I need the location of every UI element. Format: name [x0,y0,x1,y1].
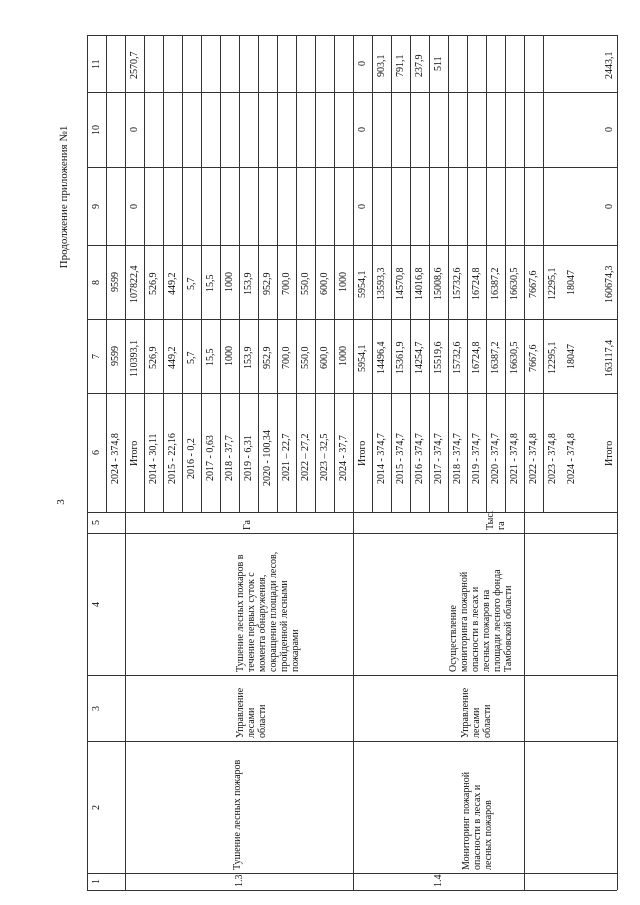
table-rule [372,35,373,512]
col8-1-4: 16724,8 [471,267,482,301]
period-1-3: 2018 - 37,7 [224,435,235,482]
col8-1-3: 1000 [338,272,349,293]
val7-top: 9599 [110,346,121,367]
num-1-4: 1.4 [433,874,444,887]
col8-1-3: 1000 [224,272,235,293]
name-1-4: Мониторинг пожарной опасности в лесах и лесных пожаров [460,771,494,870]
header-col-4: 4 [91,601,102,607]
header-col-5: 5 [91,520,102,526]
itogo-1-3-label: Итого [357,440,368,466]
itogo8-1-4: 160674,3 [604,265,615,303]
col11-1-4: 511 [433,56,444,72]
itogo11-1-4: 2443,1 [604,51,615,80]
itogo11-1-3: 0 [357,61,368,67]
table-rule [353,35,354,890]
page-number: 3 [54,499,67,505]
itogo8-1-3: 5954,1 [357,270,368,298]
itogo9-1-3: 0 [357,203,368,209]
col7-1-3: 1000 [338,346,349,367]
unit-1-3: Га [241,520,253,530]
col7-1-4: 7667,6 [528,344,539,372]
period-1-4: 2020 - 374,7 [490,432,501,484]
table-rule [220,35,221,512]
col7-1-3: 449,2 [167,346,178,369]
col7-1-4: 14496,4 [376,341,387,375]
itogo11-top: 2570,7 [129,51,140,80]
table-rule [617,35,618,890]
col7-1-3: 550,0 [300,346,311,369]
col8-1-4: 16387,2 [490,267,501,301]
table-rule [429,35,430,512]
period-1-3: 2020 - 100,34 [262,430,273,487]
col7-1-4: 16387,2 [490,341,501,375]
itogo-1-4-label: Итого [604,440,615,466]
col8-1-4: 13593,3 [376,267,387,301]
col7-1-3: 526,9 [148,346,159,369]
itogo-top-label: Итого [129,440,140,466]
header-col-6: 6 [91,450,102,456]
col11-1-4: 903,1 [376,54,387,77]
table-rule [277,35,278,512]
table-rule [258,35,259,512]
period-1-4: 2018 - 374,7 [452,432,463,484]
col8-1-3: 15,5 [205,274,216,293]
period-1-4: 2019 - 374,7 [471,432,482,484]
table-rule [201,35,202,512]
col7-1-3: 5,7 [186,351,197,364]
period-1-4: 2016 - 374,7 [414,432,425,484]
col7-1-4: 16630,5 [509,341,520,375]
col7-1-4: 18047 [566,344,577,369]
table-rule [87,890,617,891]
col11-1-4: 237,9 [414,54,425,77]
period-1-3: 2014 - 30,11 [148,433,159,484]
exec-1-3: Управление лесами области [235,687,268,738]
period-1-4: 2015 - 374,7 [395,432,406,484]
table-rule [296,35,297,512]
table-rule [239,35,240,512]
table-rule [163,35,164,512]
itogo10-1-3: 0 [357,127,368,133]
rotated-program-table [87,35,617,890]
table-rule [486,35,487,512]
header-col-7: 7 [91,353,102,359]
col7-1-3: 153,9 [243,346,254,369]
col8-1-3: 952,9 [262,272,273,295]
table-rule [87,245,617,246]
table-rule [125,35,126,890]
col8-1-4: 16630,5 [509,267,520,301]
col8-1-4: 15008,6 [433,267,444,301]
col8-1-4: 14016,8 [414,267,425,301]
col7-1-3: 1000 [224,346,235,367]
period-1-3: 2016 - 0,2 [186,437,197,479]
header-col-1: 1 [91,879,102,885]
col7-1-4: 15519,6 [433,341,444,375]
period-1-4: 2017 - 374,7 [433,432,444,484]
itogo7-top: 110393,1 [129,339,140,377]
table-rule [87,167,617,168]
table-rule [87,393,617,394]
table-rule [87,533,617,534]
itogo9-1-4: 0 [604,203,615,209]
table-rule [182,35,183,512]
table-rule [315,35,316,512]
itogo8-top: 107822,4 [129,265,140,303]
header-col-9: 9 [91,203,102,209]
col7-1-3: 952,9 [262,346,273,369]
table-rule [505,35,506,512]
itogo10-1-4: 0 [604,127,615,133]
header-col-3: 3 [91,705,102,711]
num-1-3: 1.3 [233,874,245,887]
table-rule [87,35,88,890]
header-col-10: 10 [91,124,102,135]
col11-1-4: 791,1 [395,54,406,77]
col8-1-3: 550,0 [300,272,311,295]
table-rule [524,35,525,890]
itogo7-1-4: 163117,4 [604,339,615,377]
table-rule [467,35,468,512]
col8-1-3: 449,2 [167,272,178,295]
table-rule [87,512,617,513]
table-rule [334,35,335,512]
header-col-2: 2 [91,804,102,810]
period-1-3: 2023 – 32,5 [319,433,330,482]
col7-1-4: 16724,8 [471,341,482,375]
col8-1-3: 700,0 [281,272,292,295]
col7-1-3: 15,5 [205,348,216,367]
col7-1-3: 600,0 [319,346,330,369]
period-1-3: 2017 - 0,63 [205,435,216,482]
table-rule [410,35,411,512]
itogo9-top: 0 [129,203,140,209]
table-rule [87,35,617,36]
annex-caption: Продолжение приложения №1 [58,125,70,269]
header-col-11: 11 [91,59,102,69]
period-1-4: 2024 - 374,8 [566,432,577,484]
col7-1-4: 15361,9 [395,341,406,375]
col8-1-3: 526,9 [148,272,159,295]
table-rule [87,873,617,874]
col8-1-3: 5,7 [186,277,197,290]
period-1-4: 2023 - 374,8 [547,432,558,484]
col8-1-4: 15732,6 [452,267,463,301]
period-1-3: 2019 - 6,31 [243,435,254,482]
table-rule [543,35,544,512]
period-1-4: 2014 - 374,7 [376,432,387,484]
col7-1-4: 12295,1 [547,341,558,375]
table-rule [448,35,449,512]
col7-1-4: 14254,7 [414,341,425,375]
period-1-4: 2022 - 374,8 [528,432,539,484]
indicator-1-3: Тушение лесных пожаров в течение первых суток с момента обнаружения, сокращение площади лесов, пройденной лесными пожарами [234,551,301,672]
indicator-1-4: Осуществление мониторинга пожарной опасности в лесах и лесных пожаров на площади лесного фонда Тамбовской области [447,569,514,672]
col7-1-4: 15732,6 [452,341,463,375]
itogo7-1-3: 5954,1 [357,344,368,372]
period-1-3: 2022 – 27,2 [300,433,311,482]
table-rule [87,319,617,320]
col8-1-4: 7667,6 [528,270,539,298]
table-rule [87,741,617,742]
period-1-3: 2024 - 37,7 [338,435,349,482]
col8-1-3: 600,0 [319,272,330,295]
itogo10-top: 0 [129,127,140,133]
table-rule [144,35,145,512]
name-1-3: Тушение лесных пожаров [231,759,243,870]
val8-top: 9599 [110,272,121,293]
col8-1-4: 18047 [566,270,577,295]
col7-1-3: 700,0 [281,346,292,369]
period-1-3: 2021 – 22,7 [281,433,292,482]
col8-1-3: 153,9 [243,272,254,295]
table-rule [87,92,617,93]
period-1-4: 2021 - 374,8 [509,432,520,484]
table-rule [87,675,617,676]
header-col-8: 8 [91,279,102,285]
exec-1-4: Управление лесами области [460,687,493,738]
unit-1-4: Тыс. га [484,510,507,530]
col8-1-4: 12295,1 [547,267,558,301]
table-rule [391,35,392,512]
col8-1-4: 14570,8 [395,267,406,301]
period-1-3: 2015 - 22,16 [167,432,178,484]
period-top: 2024 - 374,8 [110,432,121,484]
table-rule [106,35,107,512]
